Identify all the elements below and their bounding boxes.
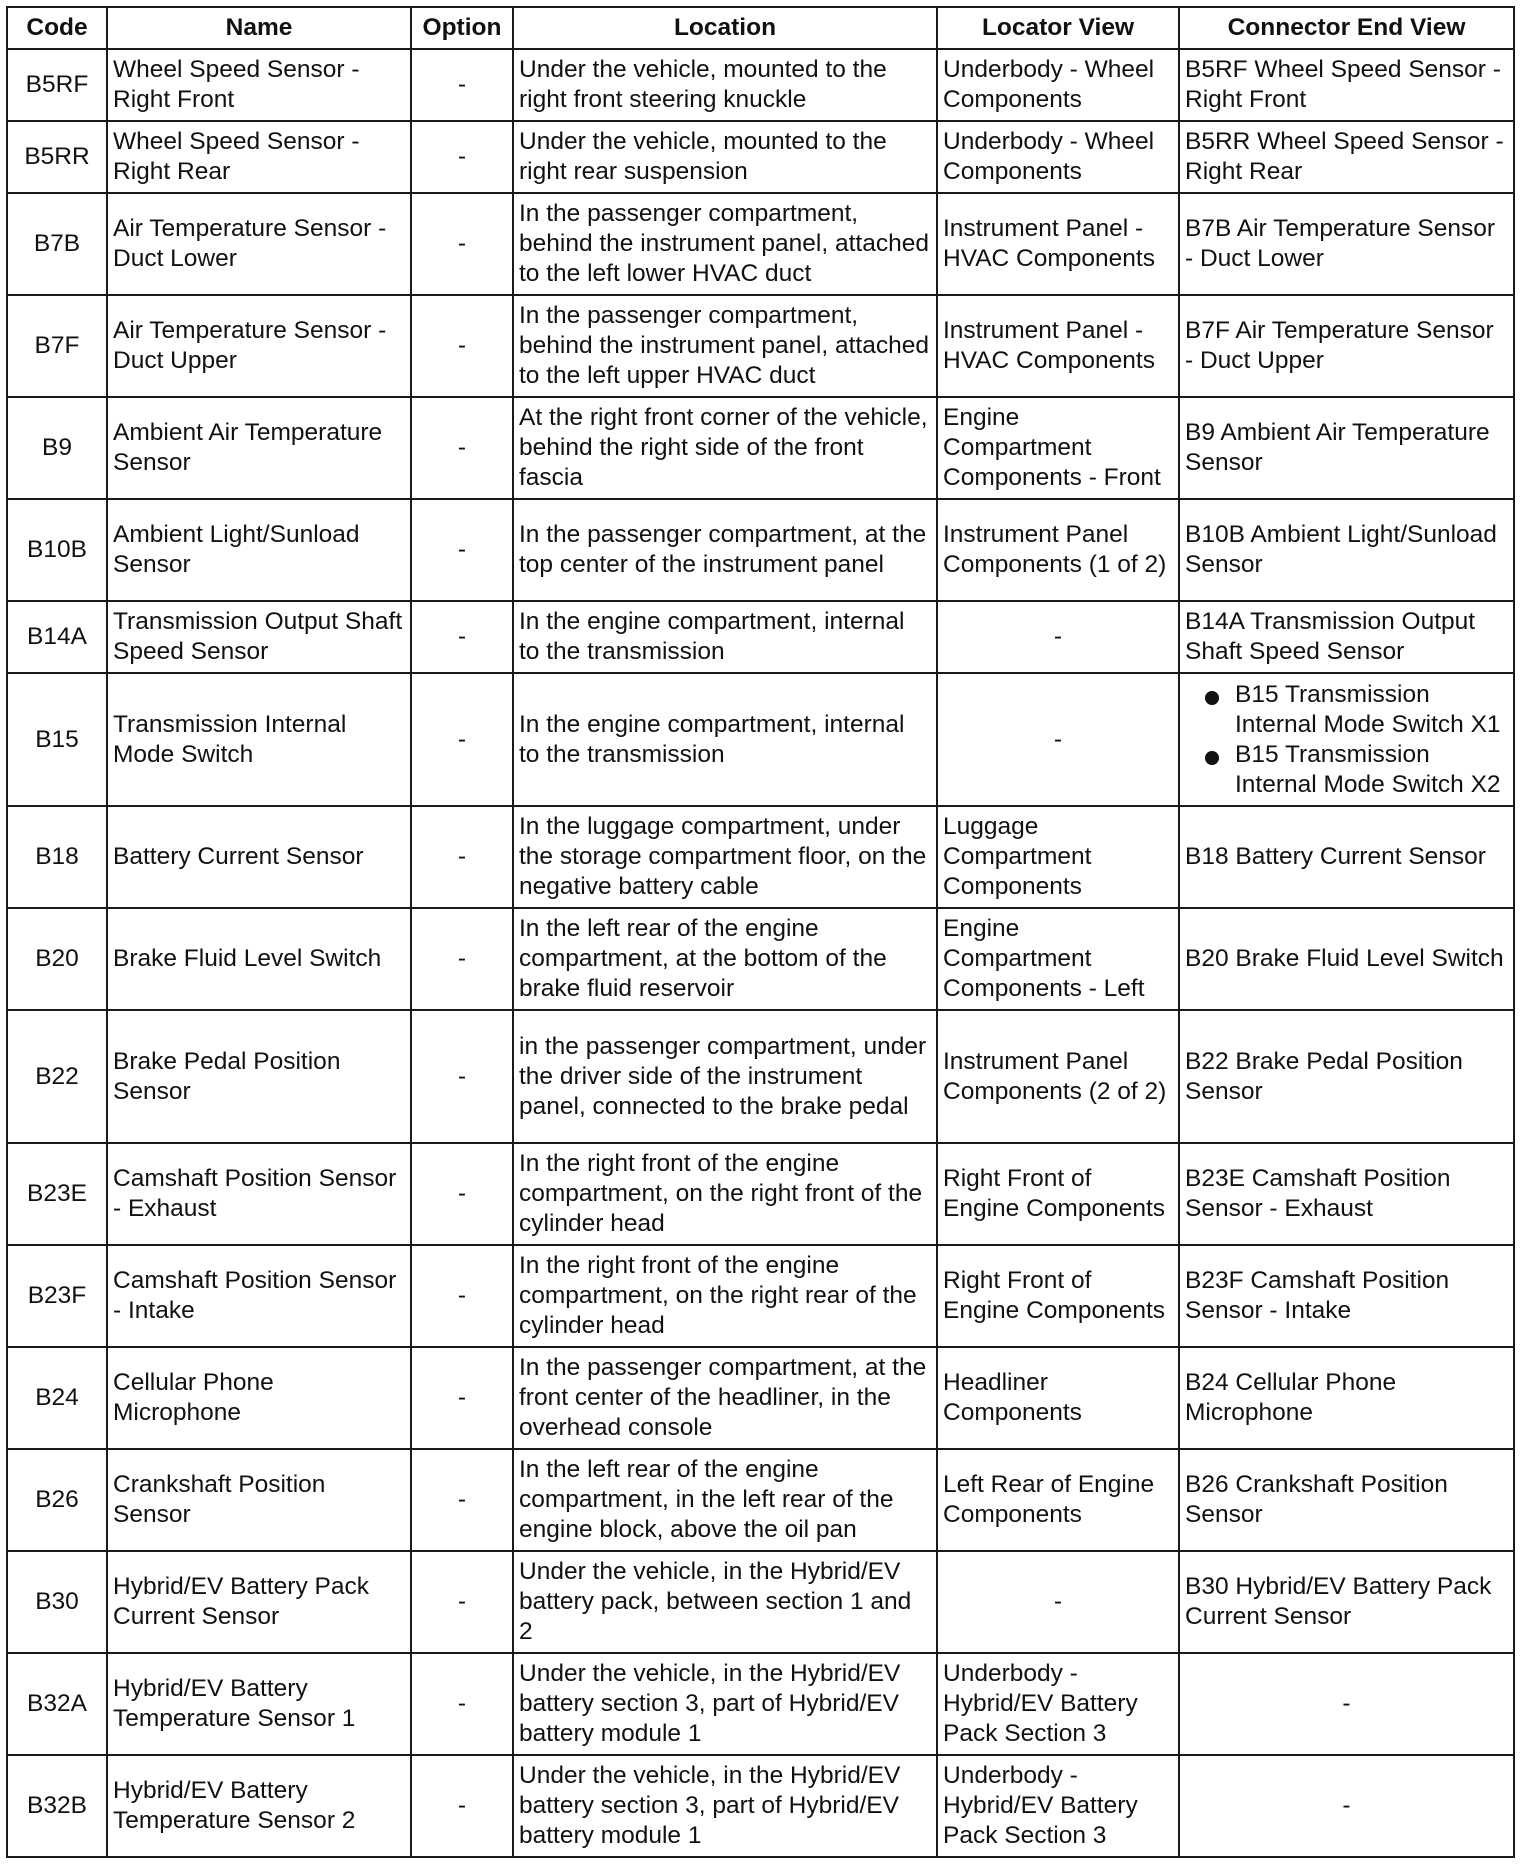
table-row (7, 49, 1514, 121)
cell-location: Under the vehicle, mounted to the right front steering knuckle (513, 49, 937, 121)
component-locator-table (6, 6, 1515, 1858)
table-row (7, 1245, 1514, 1347)
cell-option: - (411, 806, 513, 908)
cell-option: - (411, 1245, 513, 1347)
table-row (7, 121, 1514, 193)
cell-location: In the passenger compartment, at the top center of the instrument panel (513, 499, 937, 601)
cell-location: In the left rear of the engine compartment, at the bottom of the brake fluid reservoir (513, 908, 937, 1010)
cell-code: B23F (7, 1245, 107, 1347)
cell-locator-view: Right Front of Engine Components (937, 1143, 1179, 1245)
cell-name: Camshaft Position Sensor - Intake (107, 1245, 411, 1347)
cell-locator-view: Instrument Panel Components (1 of 2) (937, 499, 1179, 601)
cell-name: Crankshaft Position Sensor (107, 1449, 411, 1551)
table-row (7, 397, 1514, 499)
table-row (7, 1143, 1514, 1245)
cell-option: - (411, 1347, 513, 1449)
cell-name: Wheel Speed Sensor - Right Rear (107, 121, 411, 193)
cell-code: B32B (7, 1755, 107, 1857)
cell-name: Battery Current Sensor (107, 806, 411, 908)
list-item (1185, 680, 1508, 740)
cell-name: Brake Fluid Level Switch (107, 908, 411, 1010)
cell-locator-view: Underbody - Hybrid/EV Battery Pack Section 3 (937, 1755, 1179, 1857)
cell-location: In the engine compartment, internal to the transmission (513, 673, 937, 806)
cell-name: Transmission Output Shaft Speed Sensor (107, 601, 411, 673)
cell-code: B20 (7, 908, 107, 1010)
cell-location: In the passenger compartment, at the front center of the headliner, in the overhead console (513, 1347, 937, 1449)
cell-connector-end-view: B22 Brake Pedal Position Sensor (1179, 1010, 1514, 1143)
cell-location: In the right front of the engine compartment, on the right front of the cylinder head (513, 1143, 937, 1245)
cell-locator-view: Engine Compartment Components - Front (937, 397, 1179, 499)
cell-connector-end-view: B10B Ambient Light/Sunload Sensor (1179, 499, 1514, 601)
cell-code: B5RR (7, 121, 107, 193)
cell-location: In the engine compartment, internal to the transmission (513, 601, 937, 673)
cell-connector-end-view: B24 Cellular Phone Microphone (1179, 1347, 1514, 1449)
cell-code: B26 (7, 1449, 107, 1551)
cell-connector-end-view: B7F Air Temperature Sensor - Duct Upper (1179, 295, 1514, 397)
table-row (7, 806, 1514, 908)
cell-option: - (411, 1010, 513, 1143)
cell-locator-view: Underbody - Wheel Components (937, 121, 1179, 193)
header-connector-end-view: Connector End View (1179, 7, 1514, 49)
cell-connector-end-view: B9 Ambient Air Temperature Sensor (1179, 397, 1514, 499)
cell-location: At the right front corner of the vehicle, behind the right side of the front fascia (513, 397, 937, 499)
cell-locator-view: Headliner Components (937, 1347, 1179, 1449)
connector-list (1185, 680, 1508, 800)
cell-connector-end-view: B5RF Wheel Speed Sensor - Right Front (1179, 49, 1514, 121)
cell-code: B30 (7, 1551, 107, 1653)
table-header-row (7, 7, 1514, 49)
cell-connector-end-view: - (1179, 1653, 1514, 1755)
header-code: Code (7, 7, 107, 49)
cell-location: Under the vehicle, in the Hybrid/EV battery section 3, part of Hybrid/EV battery module 1 (513, 1755, 937, 1857)
cell-location: In the left rear of the engine compartment, in the left rear of the engine block, above the oil pan (513, 1449, 937, 1551)
bullet-icon (1205, 751, 1219, 765)
cell-connector-end-view: B18 Battery Current Sensor (1179, 806, 1514, 908)
cell-locator-view: Instrument Panel - HVAC Components (937, 295, 1179, 397)
component-locator-sheet (6, 6, 1513, 1858)
table-row (7, 908, 1514, 1010)
cell-connector-end-view: - (1179, 1755, 1514, 1857)
cell-location: Under the vehicle, in the Hybrid/EV battery section 3, part of Hybrid/EV battery module 1 (513, 1653, 937, 1755)
cell-locator-view: Left Rear of Engine Components (937, 1449, 1179, 1551)
cell-code: B7B (7, 193, 107, 295)
connector-item-label: B15 Transmission Internal Mode Switch X2 (1235, 740, 1501, 798)
cell-locator-view: Instrument Panel Components (2 of 2) (937, 1010, 1179, 1143)
cell-name: Hybrid/EV Battery Pack Current Sensor (107, 1551, 411, 1653)
cell-option: - (411, 295, 513, 397)
cell-code: B32A (7, 1653, 107, 1755)
cell-option: - (411, 121, 513, 193)
cell-connector-end-view (1179, 673, 1514, 806)
cell-location: In the luggage compartment, under the storage compartment floor, on the negative battery cable (513, 806, 937, 908)
cell-option: - (411, 49, 513, 121)
cell-name: Air Temperature Sensor - Duct Lower (107, 193, 411, 295)
header-name: Name (107, 7, 411, 49)
cell-option: - (411, 908, 513, 1010)
cell-option: - (411, 499, 513, 601)
cell-connector-end-view: B23E Camshaft Position Sensor - Exhaust (1179, 1143, 1514, 1245)
cell-code: B18 (7, 806, 107, 908)
cell-location: In the right front of the engine compartment, on the right rear of the cylinder head (513, 1245, 937, 1347)
table-row (7, 193, 1514, 295)
cell-name: Hybrid/EV Battery Temperature Sensor 2 (107, 1755, 411, 1857)
cell-option: - (411, 1551, 513, 1653)
cell-locator-view: Luggage Compartment Components (937, 806, 1179, 908)
cell-option: - (411, 1653, 513, 1755)
cell-connector-end-view: B30 Hybrid/EV Battery Pack Current Sensor (1179, 1551, 1514, 1653)
cell-code: B14A (7, 601, 107, 673)
cell-name: Hybrid/EV Battery Temperature Sensor 1 (107, 1653, 411, 1755)
cell-location: In the passenger compartment, behind the instrument panel, attached to the left lower HVAC duct (513, 193, 937, 295)
cell-code: B5RF (7, 49, 107, 121)
header-option: Option (411, 7, 513, 49)
bullet-icon (1205, 691, 1219, 705)
connector-item-label: B15 Transmission Internal Mode Switch X1 (1235, 680, 1501, 738)
table-row (7, 1653, 1514, 1755)
cell-code: B10B (7, 499, 107, 601)
cell-connector-end-view: B26 Crankshaft Position Sensor (1179, 1449, 1514, 1551)
header-locator-view: Locator View (937, 7, 1179, 49)
cell-option: - (411, 397, 513, 499)
cell-location: In the passenger compartment, behind the instrument panel, attached to the left upper HVAC duct (513, 295, 937, 397)
cell-connector-end-view: B23F Camshaft Position Sensor - Intake (1179, 1245, 1514, 1347)
table-row (7, 601, 1514, 673)
cell-code: B7F (7, 295, 107, 397)
cell-locator-view: - (937, 673, 1179, 806)
cell-connector-end-view: B5RR Wheel Speed Sensor - Right Rear (1179, 121, 1514, 193)
cell-option: - (411, 1449, 513, 1551)
cell-name: Wheel Speed Sensor - Right Front (107, 49, 411, 121)
cell-option: - (411, 193, 513, 295)
cell-location: in the passenger compartment, under the driver side of the instrument panel, connected to the brake pedal (513, 1010, 937, 1143)
cell-locator-view: Underbody - Wheel Components (937, 49, 1179, 121)
cell-locator-view: - (937, 601, 1179, 673)
table-row (7, 1449, 1514, 1551)
table-row (7, 673, 1514, 806)
cell-name: Camshaft Position Sensor - Exhaust (107, 1143, 411, 1245)
cell-connector-end-view: B14A Transmission Output Shaft Speed Sensor (1179, 601, 1514, 673)
cell-option: - (411, 601, 513, 673)
table-row (7, 1755, 1514, 1857)
cell-name: Ambient Air Temperature Sensor (107, 397, 411, 499)
cell-locator-view: Engine Compartment Components - Left (937, 908, 1179, 1010)
cell-code: B24 (7, 1347, 107, 1449)
cell-name: Ambient Light/Sunload Sensor (107, 499, 411, 601)
cell-option: - (411, 1755, 513, 1857)
cell-code: B22 (7, 1010, 107, 1143)
cell-code: B23E (7, 1143, 107, 1245)
cell-connector-end-view: B20 Brake Fluid Level Switch (1179, 908, 1514, 1010)
list-item (1185, 740, 1508, 800)
cell-option: - (411, 673, 513, 806)
table-row (7, 295, 1514, 397)
cell-name: Transmission Internal Mode Switch (107, 673, 411, 806)
table-row (7, 499, 1514, 601)
cell-locator-view: Instrument Panel - HVAC Components (937, 193, 1179, 295)
cell-name: Air Temperature Sensor - Duct Upper (107, 295, 411, 397)
cell-locator-view: - (937, 1551, 1179, 1653)
cell-locator-view: Underbody - Hybrid/EV Battery Pack Section 3 (937, 1653, 1179, 1755)
cell-location: Under the vehicle, in the Hybrid/EV battery pack, between section 1 and 2 (513, 1551, 937, 1653)
cell-connector-end-view: B7B Air Temperature Sensor - Duct Lower (1179, 193, 1514, 295)
header-location: Location (513, 7, 937, 49)
cell-name: Cellular Phone Microphone (107, 1347, 411, 1449)
cell-name: Brake Pedal Position Sensor (107, 1010, 411, 1143)
table-row (7, 1347, 1514, 1449)
cell-code: B15 (7, 673, 107, 806)
cell-code: B9 (7, 397, 107, 499)
cell-location: Under the vehicle, mounted to the right rear suspension (513, 121, 937, 193)
table-row (7, 1010, 1514, 1143)
cell-option: - (411, 1143, 513, 1245)
cell-locator-view: Right Front of Engine Components (937, 1245, 1179, 1347)
table-row (7, 1551, 1514, 1653)
